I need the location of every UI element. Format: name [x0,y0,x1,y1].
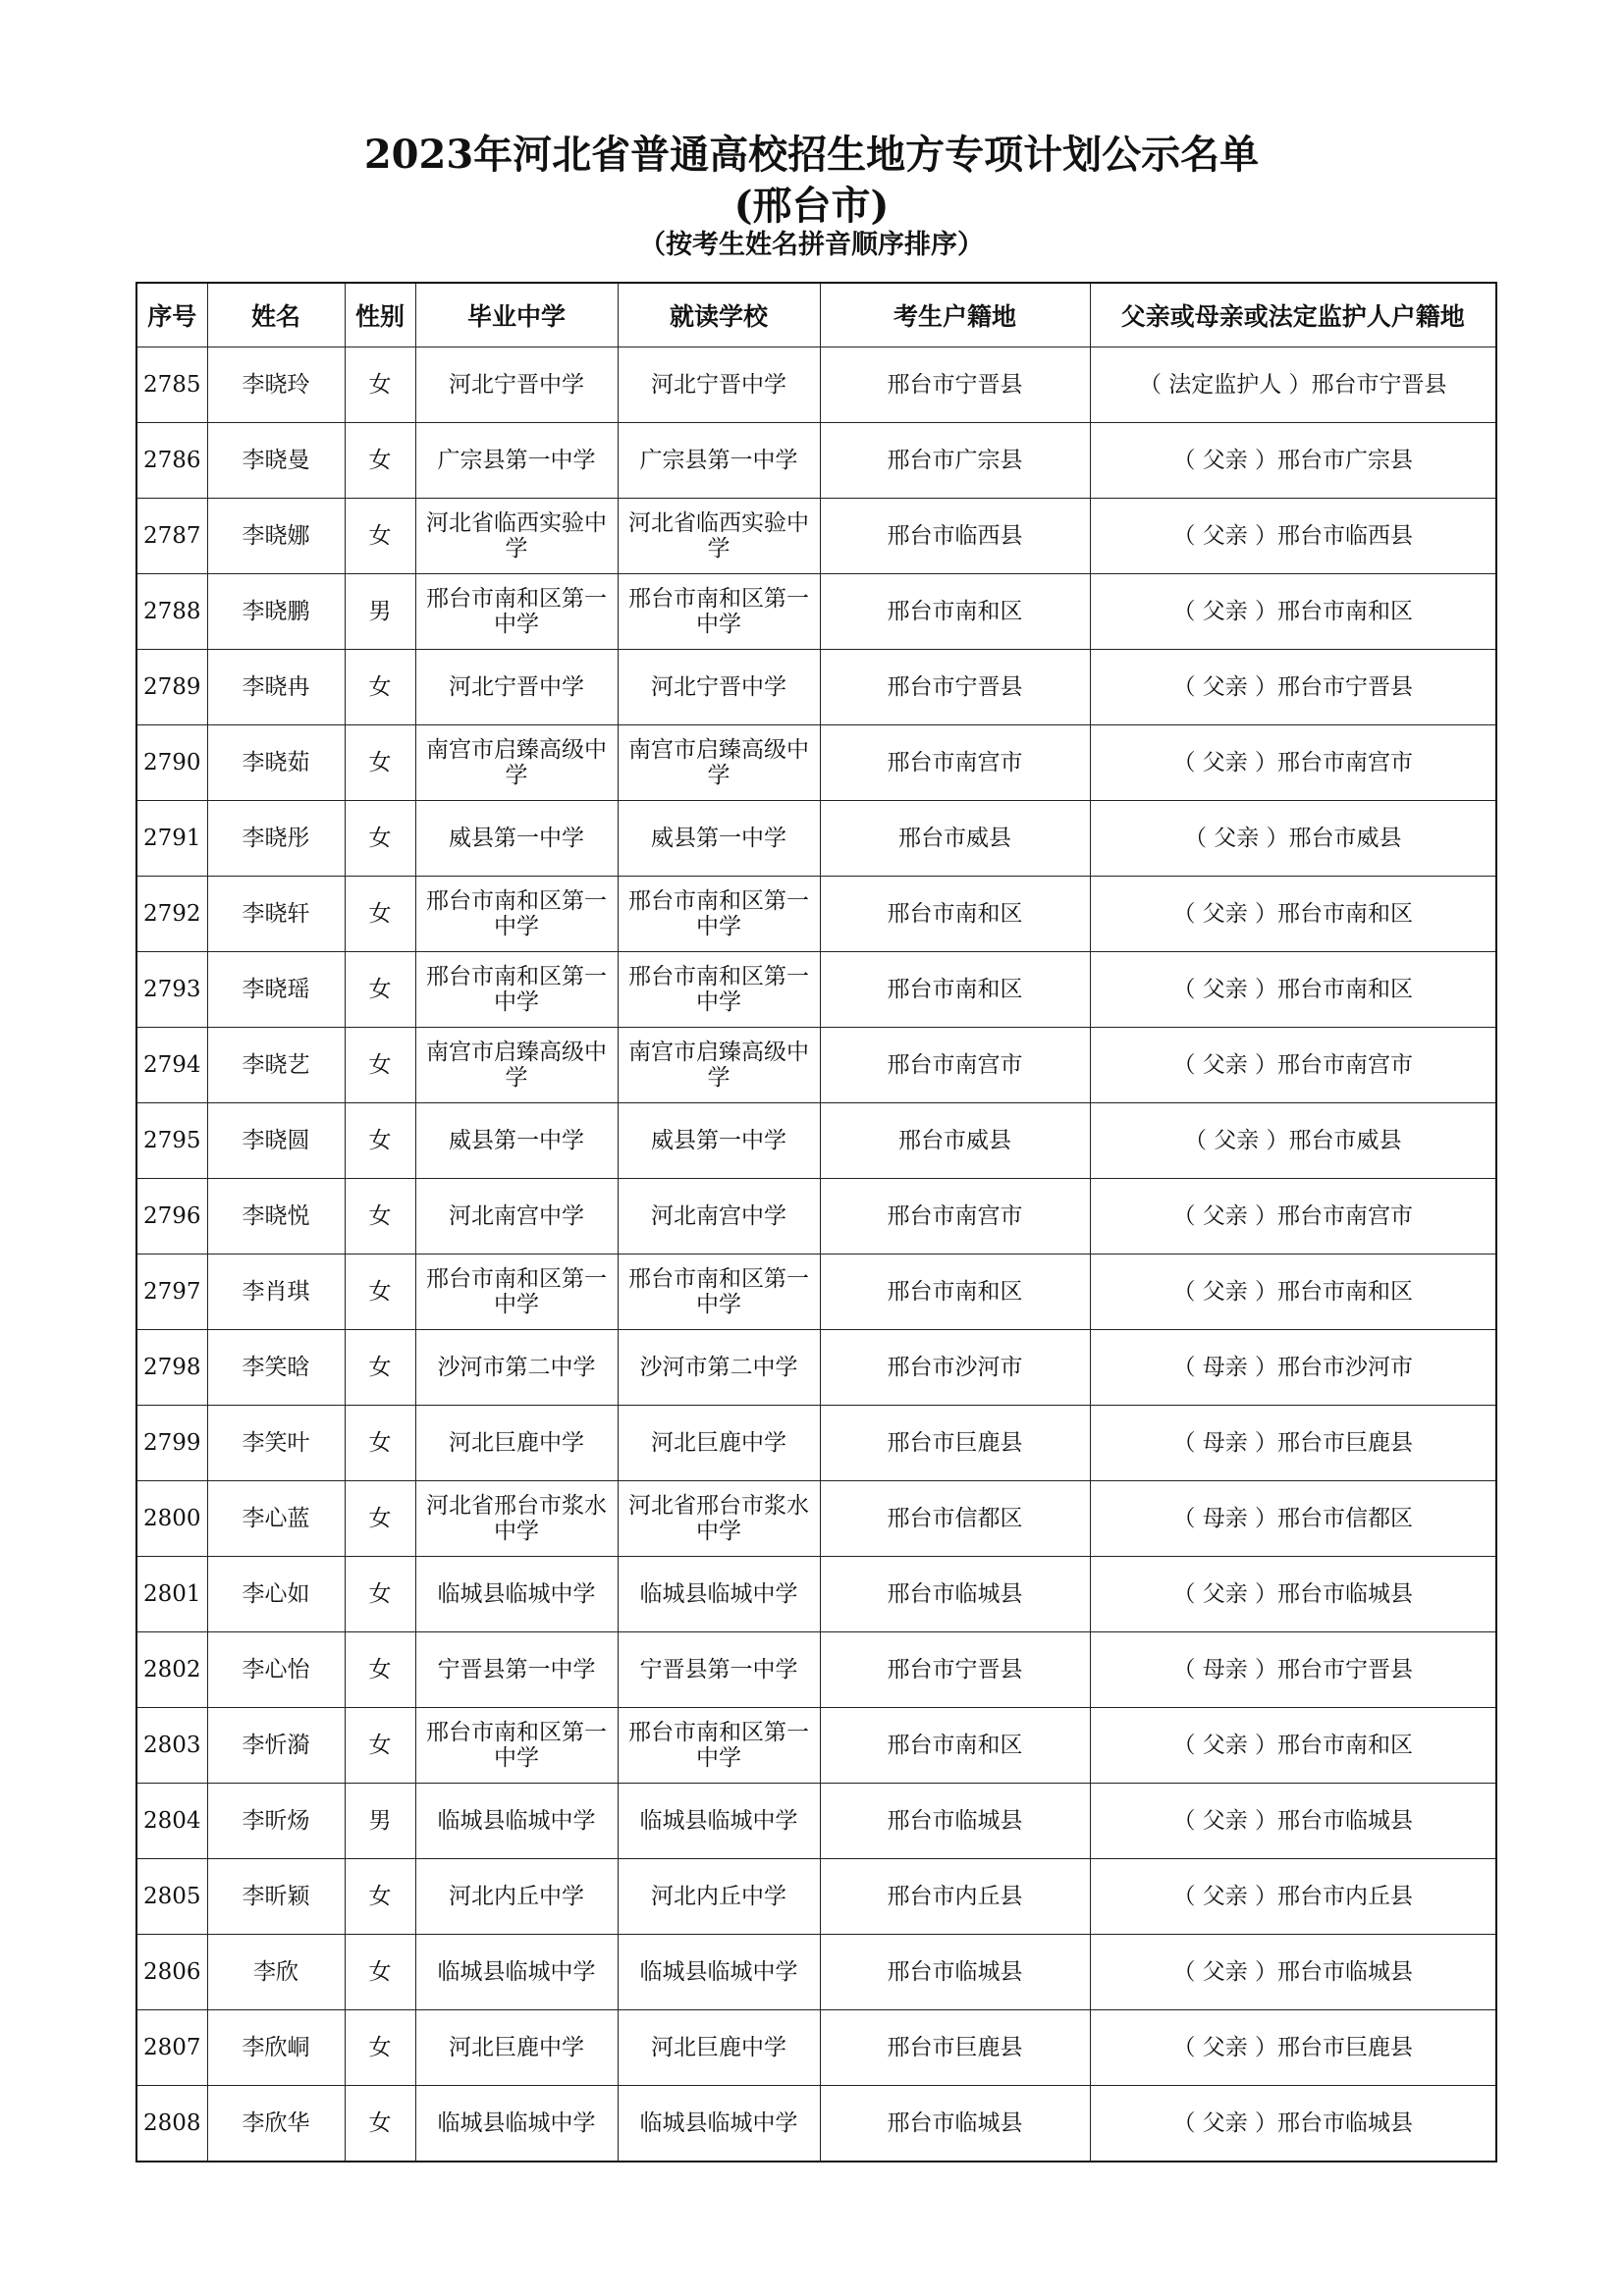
cell-graduated-school: 宁晋县第一中学 [415,1632,618,1708]
table-row [136,1935,1496,2010]
cell-gender: 女 [345,1557,415,1632]
cell-guardian-registration: （ 父亲 ）邢台市南和区 [1090,877,1496,952]
cell-current-school: 威县第一中学 [618,1103,820,1179]
cell-guardian-registration: （ 父亲 ）邢台市南和区 [1090,952,1496,1028]
cell-serial: 2788 [136,574,207,650]
cell-household-registration: 邢台市广宗县 [820,423,1090,499]
cell-guardian-registration: （ 父亲 ）邢台市临城县 [1090,1784,1496,1859]
cell-name: 李晓艺 [207,1028,345,1103]
cell-name: 李昕炀 [207,1784,345,1859]
cell-current-school: 沙河市第二中学 [618,1330,820,1406]
cell-guardian-registration: （ 父亲 ）邢台市南和区 [1090,574,1496,650]
cell-serial: 2797 [136,1255,207,1330]
cell-name: 李晓鹏 [207,574,345,650]
cell-name: 李晓轩 [207,877,345,952]
cell-serial: 2801 [136,1557,207,1632]
cell-gender: 女 [345,952,415,1028]
cell-serial: 2808 [136,2086,207,2163]
table-row [136,1784,1496,1859]
cell-guardian-registration: （ 父亲 ）邢台市威县 [1090,1103,1496,1179]
cell-guardian-registration: （ 父亲 ）邢台市临城县 [1090,1557,1496,1632]
cell-graduated-school: 河北省临西实验中学 [415,499,618,574]
cell-gender: 女 [345,1179,415,1255]
cell-serial: 2792 [136,877,207,952]
cell-graduated-school: 邢台市南和区第一中学 [415,1708,618,1784]
cell-serial: 2785 [136,347,207,423]
table-row [136,1406,1496,1481]
cell-serial: 2789 [136,650,207,725]
cell-graduated-school: 河北巨鹿中学 [415,1406,618,1481]
cell-serial: 2803 [136,1708,207,1784]
cell-household-registration: 邢台市南和区 [820,1255,1090,1330]
table-row [136,1330,1496,1406]
cell-guardian-registration: （ 父亲 ）邢台市临城县 [1090,1935,1496,2010]
cell-household-registration: 邢台市宁晋县 [820,347,1090,423]
header-guardian-registration: 父亲或母亲或法定监护人户籍地 [1090,283,1496,347]
cell-guardian-registration: （ 父亲 ）邢台市南和区 [1090,1708,1496,1784]
cell-gender: 女 [345,347,415,423]
cell-graduated-school: 临城县临城中学 [415,1557,618,1632]
header-household-registration: 考生户籍地 [820,283,1090,347]
cell-serial: 2805 [136,1859,207,1935]
table-row [136,1103,1496,1179]
cell-gender: 女 [345,877,415,952]
cell-guardian-registration: （ 父亲 ）邢台市临城县 [1090,2086,1496,2163]
table-row [136,1481,1496,1557]
cell-household-registration: 邢台市临西县 [820,499,1090,574]
table-row [136,1708,1496,1784]
cell-household-registration: 邢台市南和区 [820,574,1090,650]
cell-household-registration: 邢台市临城县 [820,1557,1090,1632]
cell-current-school: 河北巨鹿中学 [618,1406,820,1481]
table-row [136,1179,1496,1255]
cell-current-school: 邢台市南和区第一中学 [618,877,820,952]
cell-graduated-school: 邢台市南和区第一中学 [415,574,618,650]
cell-graduated-school: 威县第一中学 [415,801,618,877]
cell-name: 李肖琪 [207,1255,345,1330]
page-subtitle-sort-note: （按考生姓名拼音顺序排序） [639,230,984,260]
cell-name: 李心蓝 [207,1481,345,1557]
cell-household-registration: 邢台市巨鹿县 [820,2010,1090,2086]
cell-gender: 女 [345,2010,415,2086]
cell-name: 李晓曼 [207,423,345,499]
cell-serial: 2800 [136,1481,207,1557]
cell-gender: 女 [345,725,415,801]
cell-household-registration: 邢台市南和区 [820,1708,1090,1784]
cell-serial: 2802 [136,1632,207,1708]
cell-graduated-school: 邢台市南和区第一中学 [415,877,618,952]
table-row [136,1557,1496,1632]
cell-current-school: 河北省邢台市浆水中学 [618,1481,820,1557]
table-row [136,1632,1496,1708]
header-current-school: 就读学校 [618,283,820,347]
cell-current-school: 南宫市启臻高级中学 [618,1028,820,1103]
cell-gender: 女 [345,1103,415,1179]
cell-name: 李笑晗 [207,1330,345,1406]
cell-graduated-school: 河北南宫中学 [415,1179,618,1255]
cell-graduated-school: 临城县临城中学 [415,1784,618,1859]
cell-guardian-registration: （ 父亲 ）邢台市内丘县 [1090,1859,1496,1935]
cell-current-school: 河北巨鹿中学 [618,2010,820,2086]
cell-guardian-registration: （ 父亲 ）邢台市宁晋县 [1090,650,1496,725]
cell-gender: 女 [345,1255,415,1330]
cell-guardian-registration: （ 父亲 ）邢台市南宫市 [1090,1028,1496,1103]
cell-serial: 2806 [136,1935,207,2010]
cell-household-registration: 邢台市威县 [820,1103,1090,1179]
cell-name: 李晓娜 [207,499,345,574]
table-row [136,1859,1496,1935]
cell-guardian-registration: （ 父亲 ）邢台市临西县 [1090,499,1496,574]
cell-guardian-registration: （ 母亲 ）邢台市巨鹿县 [1090,1406,1496,1481]
table-row [136,2086,1496,2163]
cell-graduated-school: 临城县临城中学 [415,1935,618,2010]
cell-graduated-school: 河北内丘中学 [415,1859,618,1935]
cell-guardian-registration: （ 父亲 ）邢台市南宫市 [1090,725,1496,801]
cell-graduated-school: 临城县临城中学 [415,2086,618,2163]
cell-gender: 女 [345,2086,415,2163]
cell-guardian-registration: （ 父亲 ）邢台市巨鹿县 [1090,2010,1496,2086]
cell-serial: 2795 [136,1103,207,1179]
cell-serial: 2796 [136,1179,207,1255]
cell-current-school: 邢台市南和区第一中学 [618,574,820,650]
cell-name: 李欣 [207,1935,345,2010]
cell-graduated-school: 河北宁晋中学 [415,650,618,725]
cell-guardian-registration: （ 父亲 ）邢台市南宫市 [1090,1179,1496,1255]
cell-current-school: 威县第一中学 [618,801,820,877]
cell-name: 李欣华 [207,2086,345,2163]
cell-name: 李晓悦 [207,1179,345,1255]
cell-serial: 2791 [136,801,207,877]
cell-serial: 2804 [136,1784,207,1859]
cell-name: 李晓玲 [207,347,345,423]
cell-guardian-registration: （ 父亲 ）邢台市广宗县 [1090,423,1496,499]
cell-name: 李忻漪 [207,1708,345,1784]
cell-current-school: 临城县临城中学 [618,1784,820,1859]
cell-household-registration: 邢台市南宫市 [820,1179,1090,1255]
cell-current-school: 河北南宫中学 [618,1179,820,1255]
cell-graduated-school: 河北宁晋中学 [415,347,618,423]
cell-gender: 女 [345,1406,415,1481]
cell-household-registration: 邢台市南宫市 [820,725,1090,801]
cell-serial: 2798 [136,1330,207,1406]
cell-guardian-registration: （ 父亲 ）邢台市南和区 [1090,1255,1496,1330]
header-graduated-school: 毕业中学 [415,283,618,347]
page-subtitle-city: (邢台市) [733,183,890,229]
header-name: 姓名 [207,283,345,347]
table-header-row [136,283,1496,347]
cell-gender: 女 [345,1330,415,1406]
cell-household-registration: 邢台市宁晋县 [820,1632,1090,1708]
cell-name: 李晓彤 [207,801,345,877]
cell-gender: 女 [345,650,415,725]
table-row [136,2010,1496,2086]
cell-current-school: 河北宁晋中学 [618,347,820,423]
table-row [136,801,1496,877]
cell-serial: 2794 [136,1028,207,1103]
cell-guardian-registration: （ 母亲 ）邢台市信都区 [1090,1481,1496,1557]
cell-household-registration: 邢台市南宫市 [820,1028,1090,1103]
table-row [136,1255,1496,1330]
table-row [136,347,1496,423]
cell-household-registration: 邢台市临城县 [820,1935,1090,2010]
cell-current-school: 临城县临城中学 [618,1557,820,1632]
cell-household-registration: 邢台市信都区 [820,1481,1090,1557]
cell-current-school: 河北省临西实验中学 [618,499,820,574]
cell-gender: 男 [345,574,415,650]
cell-graduated-school: 南宫市启臻高级中学 [415,1028,618,1103]
cell-graduated-school: 南宫市启臻高级中学 [415,725,618,801]
page-title: 2023年河北省普通高校招生地方专项计划公示名单 [363,132,1260,178]
cell-current-school: 临城县临城中学 [618,2086,820,2163]
cell-serial: 2807 [136,2010,207,2086]
cell-name: 李欣峒 [207,2010,345,2086]
cell-household-registration: 邢台市临城县 [820,2086,1090,2163]
table-row [136,1028,1496,1103]
table-row [136,499,1496,574]
cell-name: 李笑叶 [207,1406,345,1481]
cell-household-registration: 邢台市临城县 [820,1784,1090,1859]
cell-serial: 2790 [136,725,207,801]
cell-guardian-registration: （ 母亲 ）邢台市沙河市 [1090,1330,1496,1406]
cell-name: 李心如 [207,1557,345,1632]
cell-gender: 女 [345,423,415,499]
cell-name: 李晓圆 [207,1103,345,1179]
cell-graduated-school: 威县第一中学 [415,1103,618,1179]
cell-gender: 女 [345,1481,415,1557]
cell-gender: 女 [345,1632,415,1708]
cell-serial: 2786 [136,423,207,499]
cell-gender: 女 [345,499,415,574]
cell-current-school: 河北宁晋中学 [618,650,820,725]
cell-name: 李心怡 [207,1632,345,1708]
cell-name: 李晓冉 [207,650,345,725]
table-row [136,725,1496,801]
cell-graduated-school: 河北省邢台市浆水中学 [415,1481,618,1557]
table-row [136,650,1496,725]
cell-name: 李晓瑶 [207,952,345,1028]
cell-gender: 女 [345,1028,415,1103]
cell-current-school: 邢台市南和区第一中学 [618,952,820,1028]
table-row [136,952,1496,1028]
cell-current-school: 邢台市南和区第一中学 [618,1255,820,1330]
cell-name: 李昕颖 [207,1859,345,1935]
cell-current-school: 邢台市南和区第一中学 [618,1708,820,1784]
cell-guardian-registration: （ 法定监护人 ）邢台市宁晋县 [1090,347,1496,423]
cell-household-registration: 邢台市内丘县 [820,1859,1090,1935]
cell-household-registration: 邢台市南和区 [820,952,1090,1028]
cell-current-school: 河北内丘中学 [618,1859,820,1935]
cell-household-registration: 邢台市巨鹿县 [820,1406,1090,1481]
cell-gender: 女 [345,1859,415,1935]
cell-graduated-school: 邢台市南和区第一中学 [415,952,618,1028]
cell-gender: 女 [345,801,415,877]
cell-graduated-school: 沙河市第二中学 [415,1330,618,1406]
table-row [136,574,1496,650]
cell-household-registration: 邢台市南和区 [820,877,1090,952]
cell-current-school: 广宗县第一中学 [618,423,820,499]
cell-household-registration: 邢台市威县 [820,801,1090,877]
table-row [136,877,1496,952]
cell-current-school: 南宫市启臻高级中学 [618,725,820,801]
cell-graduated-school: 河北巨鹿中学 [415,2010,618,2086]
header-serial: 序号 [136,283,207,347]
header-gender: 性别 [345,283,415,347]
cell-graduated-school: 广宗县第一中学 [415,423,618,499]
cell-gender: 女 [345,1708,415,1784]
table-row [136,423,1496,499]
cell-household-registration: 邢台市沙河市 [820,1330,1090,1406]
roster-table [135,282,1497,2163]
cell-serial: 2799 [136,1406,207,1481]
cell-serial: 2793 [136,952,207,1028]
cell-guardian-registration: （ 母亲 ）邢台市宁晋县 [1090,1632,1496,1708]
cell-current-school: 宁晋县第一中学 [618,1632,820,1708]
cell-household-registration: 邢台市宁晋县 [820,650,1090,725]
cell-guardian-registration: （ 父亲 ）邢台市威县 [1090,801,1496,877]
cell-serial: 2787 [136,499,207,574]
cell-name: 李晓茹 [207,725,345,801]
cell-current-school: 临城县临城中学 [618,1935,820,2010]
cell-graduated-school: 邢台市南和区第一中学 [415,1255,618,1330]
table-body [136,347,1496,2163]
cell-gender: 女 [345,1935,415,2010]
cell-gender: 男 [345,1784,415,1859]
